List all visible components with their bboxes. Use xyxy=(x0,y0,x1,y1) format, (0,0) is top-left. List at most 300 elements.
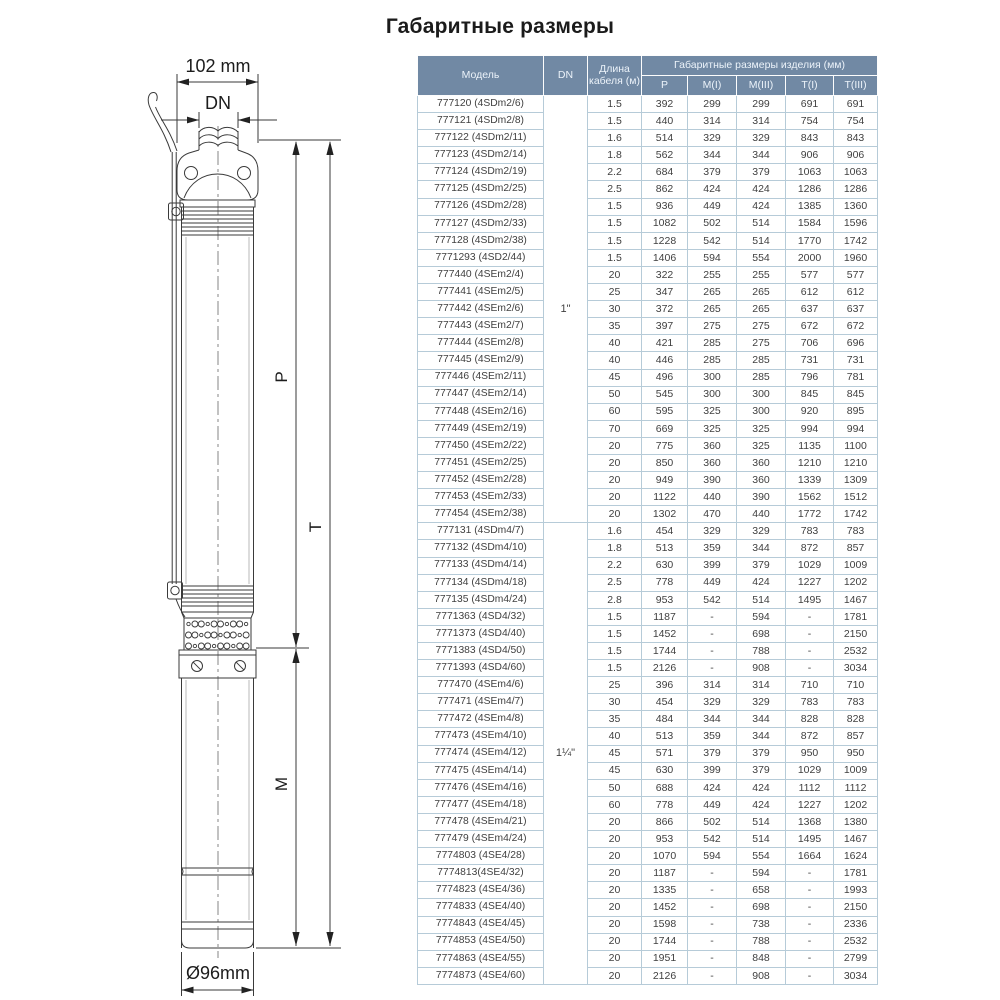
dim-cell: 514 xyxy=(737,232,786,249)
arrow-right-icon xyxy=(242,987,254,994)
dim-cell: 630 xyxy=(642,557,688,574)
dim-cell: 698 xyxy=(737,899,786,916)
cable-cell: 35 xyxy=(588,318,642,335)
perforation-hole xyxy=(243,643,249,649)
dim-cell: 2126 xyxy=(642,967,688,984)
dim-cell: - xyxy=(786,967,834,984)
dim-cell: 936 xyxy=(642,198,688,215)
cable-cell: 45 xyxy=(588,369,642,386)
dim-cell: 788 xyxy=(737,933,786,950)
dim-cell: 908 xyxy=(737,967,786,984)
dim-cell: 1063 xyxy=(834,164,878,181)
header-group: Габаритные размеры изделия (мм) xyxy=(642,56,878,76)
dim-cell: - xyxy=(688,660,737,677)
perforation-hole xyxy=(198,621,204,627)
table-row xyxy=(418,215,878,232)
dim-cell: - xyxy=(786,608,834,625)
table-body xyxy=(418,96,878,985)
dim-cell: 1742 xyxy=(834,506,878,523)
table-row xyxy=(418,284,878,301)
header-col-m1: M(I) xyxy=(688,76,737,96)
table-row xyxy=(418,301,878,318)
arrow-up-icon xyxy=(292,649,299,663)
table-row xyxy=(418,523,878,540)
dim-cell: 545 xyxy=(642,386,688,403)
table-row xyxy=(418,711,878,728)
dim-cell: 1029 xyxy=(786,762,834,779)
cable-cell: 20 xyxy=(588,831,642,848)
model-cell: 777134 (4SDm4/18) xyxy=(418,574,544,591)
model-cell: 777450 (4SEm2/22) xyxy=(418,437,544,454)
perforation-hole xyxy=(193,644,196,647)
dim-cell: 502 xyxy=(688,813,737,830)
dim-cell: 1100 xyxy=(834,437,878,454)
dim-cell: 577 xyxy=(786,266,834,283)
dim-cell: 360 xyxy=(737,472,786,489)
dim-cell: 706 xyxy=(786,335,834,352)
cable-cell: 1.5 xyxy=(588,113,642,130)
model-cell: 7774863 (4SE4/55) xyxy=(418,950,544,967)
arrow-down-icon xyxy=(326,932,333,946)
perforation-hole xyxy=(230,632,236,638)
table-row xyxy=(418,608,878,625)
dim-cell: 329 xyxy=(737,694,786,711)
dim-cell: 514 xyxy=(737,813,786,830)
dim-cell: 754 xyxy=(786,113,834,130)
model-cell: 777454 (4SEm2/38) xyxy=(418,506,544,523)
dim-cell: 783 xyxy=(786,523,834,540)
model-cell: 777126 (4SDm2/28) xyxy=(418,198,544,215)
table-row xyxy=(418,643,878,660)
dimension-p-m-t xyxy=(256,140,341,948)
dim-cell: 1452 xyxy=(642,625,688,642)
arrow-up-icon xyxy=(326,141,333,155)
dim-cell: 2000 xyxy=(786,249,834,266)
dim-cell: 344 xyxy=(737,728,786,745)
table-row xyxy=(418,916,878,933)
dim-cell: 950 xyxy=(786,745,834,762)
table-row xyxy=(418,899,878,916)
dim-cell: 698 xyxy=(737,625,786,642)
perforation-hole xyxy=(205,643,211,649)
dim-cell: 1368 xyxy=(786,813,834,830)
model-cell: 7771373 (4SD4/40) xyxy=(418,625,544,642)
table-row xyxy=(418,625,878,642)
dim-cell: 906 xyxy=(786,147,834,164)
dim-cell: 314 xyxy=(737,113,786,130)
dim-cell: 3034 xyxy=(834,967,878,984)
dim-cell: 1063 xyxy=(786,164,834,181)
perforation-hole xyxy=(206,622,209,625)
dim-cell: 424 xyxy=(737,779,786,796)
model-cell: 777447 (4SEm2/14) xyxy=(418,386,544,403)
dim-cell: 1512 xyxy=(834,489,878,506)
table-row xyxy=(418,147,878,164)
model-cell: 777476 (4SEm4/16) xyxy=(418,779,544,796)
cable-cell: 25 xyxy=(588,677,642,694)
dim-cell: - xyxy=(688,916,737,933)
table-row xyxy=(418,506,878,523)
dim-cell: 325 xyxy=(737,420,786,437)
table-row xyxy=(418,437,878,454)
dim-cell: 696 xyxy=(834,335,878,352)
dim-cell: 1467 xyxy=(834,591,878,608)
dim-cell: 399 xyxy=(688,762,737,779)
arrow-up-icon xyxy=(292,141,299,155)
dim-cell: 571 xyxy=(642,745,688,762)
dim-cell: 329 xyxy=(688,130,737,147)
dim-cell: 731 xyxy=(786,352,834,369)
dim-cell: 344 xyxy=(688,147,737,164)
dim-cell: 788 xyxy=(737,643,786,660)
dim-cell: 379 xyxy=(737,762,786,779)
dim-cell: 454 xyxy=(642,523,688,540)
dim-cell: 783 xyxy=(834,694,878,711)
model-cell: 777133 (4SDm4/14) xyxy=(418,557,544,574)
model-cell: 7771363 (4SD4/32) xyxy=(418,608,544,625)
dim-cell: 843 xyxy=(834,130,878,147)
dim-cell: 872 xyxy=(786,540,834,557)
dim-cell: 862 xyxy=(642,181,688,198)
arrow-down-icon xyxy=(292,932,299,946)
perforation-hole xyxy=(212,644,215,647)
dim-cell: 449 xyxy=(688,796,737,813)
perforation-hole xyxy=(198,643,204,649)
dim-cell: 265 xyxy=(688,284,737,301)
dim-cell: 379 xyxy=(737,745,786,762)
dim-cell: 857 xyxy=(834,728,878,745)
dim-cell: 514 xyxy=(737,831,786,848)
cable-cell: 1.5 xyxy=(588,215,642,232)
dim-cell: 344 xyxy=(688,711,737,728)
arrow-right-icon xyxy=(246,79,258,86)
dim-cell: 396 xyxy=(642,677,688,694)
dim-cell: 1286 xyxy=(834,181,878,198)
header-col-t1: T(I) xyxy=(786,76,834,96)
cable-cell: 45 xyxy=(588,762,642,779)
dim-cell: - xyxy=(786,882,834,899)
model-cell: 7771383 (4SD4/50) xyxy=(418,643,544,660)
table-row xyxy=(418,369,878,386)
dim-cell: 275 xyxy=(737,335,786,352)
dim-cell: 329 xyxy=(737,130,786,147)
dimension-dn xyxy=(161,93,277,128)
dim-cell: 3034 xyxy=(834,660,878,677)
cable-cell: 30 xyxy=(588,301,642,318)
dim-cell: 1781 xyxy=(834,865,878,882)
dim-cell: 1339 xyxy=(786,472,834,489)
dim-cell: 554 xyxy=(737,848,786,865)
dim-cell: 1202 xyxy=(834,574,878,591)
dim-cell: 1228 xyxy=(642,232,688,249)
table-row xyxy=(418,352,878,369)
dim-cell: - xyxy=(786,950,834,967)
dim-cell: 850 xyxy=(642,454,688,471)
dim-cell: 857 xyxy=(834,540,878,557)
dim-cell: - xyxy=(688,608,737,625)
table-row xyxy=(418,574,878,591)
dim-cell: 325 xyxy=(688,420,737,437)
dim-cell: 484 xyxy=(642,711,688,728)
header-col-p: P xyxy=(642,76,688,96)
table-row xyxy=(418,933,878,950)
cable-cell: 2.8 xyxy=(588,591,642,608)
table-row xyxy=(418,813,878,830)
dim-102mm-label: 102 mm xyxy=(185,56,251,76)
model-cell: 777440 (4SEm2/4) xyxy=(418,266,544,283)
dim-cell: 781 xyxy=(834,369,878,386)
model-cell: 777127 (4SDm2/33) xyxy=(418,215,544,232)
cable-cell: 2.5 xyxy=(588,181,642,198)
model-cell: 777446 (4SEm2/11) xyxy=(418,369,544,386)
cable-cell: 1.6 xyxy=(588,523,642,540)
model-cell: 7774823 (4SE4/36) xyxy=(418,882,544,899)
model-cell: 777479 (4SEm4/24) xyxy=(418,831,544,848)
perforation-hole xyxy=(219,633,222,636)
dim-dn-label: DN xyxy=(205,93,231,113)
table-row xyxy=(418,557,878,574)
dim-cell: 1596 xyxy=(834,215,878,232)
cable-cell: 20 xyxy=(588,454,642,471)
table-row xyxy=(418,796,878,813)
dim-cell: 953 xyxy=(642,591,688,608)
dim-cell: 300 xyxy=(737,386,786,403)
dim-cell: 1210 xyxy=(786,454,834,471)
perforation-hole xyxy=(218,621,224,627)
dim-cell: 2532 xyxy=(834,933,878,950)
dim-cell: 424 xyxy=(737,198,786,215)
dim-cell: 1335 xyxy=(642,882,688,899)
perforation-hole xyxy=(238,633,241,636)
dim-cell: 845 xyxy=(786,386,834,403)
perforation-hole xyxy=(224,643,230,649)
table-row xyxy=(418,540,878,557)
cable-cell: 1.6 xyxy=(588,130,642,147)
dim-cell: 2150 xyxy=(834,625,878,642)
dim-cell: 285 xyxy=(737,352,786,369)
model-cell: 777125 (4SDm2/25) xyxy=(418,181,544,198)
dim-cell: 595 xyxy=(642,403,688,420)
dim-cell: 359 xyxy=(688,540,737,557)
dim-cell: 1562 xyxy=(786,489,834,506)
dim-m-label: M xyxy=(272,776,291,792)
header-col-m3: M(III) xyxy=(737,76,786,96)
table-row xyxy=(418,745,878,762)
cable-cell: 1.8 xyxy=(588,147,642,164)
dim-cell: - xyxy=(688,643,737,660)
dim-cell: 496 xyxy=(642,369,688,386)
model-cell: 7774853 (4SE4/50) xyxy=(418,933,544,950)
model-cell: 777128 (4SDm2/38) xyxy=(418,232,544,249)
cable-cell: 40 xyxy=(588,352,642,369)
dim-cell: 895 xyxy=(834,403,878,420)
cable-cell: 1.5 xyxy=(588,198,642,215)
dim-diameter-label: Ø96mm xyxy=(185,963,251,983)
dim-cell: 1309 xyxy=(834,472,878,489)
perforation-hole xyxy=(211,621,217,627)
cable-cell: 20 xyxy=(588,916,642,933)
table-row xyxy=(418,232,878,249)
dim-cell: 1187 xyxy=(642,865,688,882)
dim-cell: - xyxy=(786,625,834,642)
dim-cell: 554 xyxy=(737,249,786,266)
model-cell: 777442 (4SEm2/6) xyxy=(418,301,544,318)
dim-cell: 421 xyxy=(642,335,688,352)
dim-t-label: T xyxy=(306,521,325,533)
model-cell: 777123 (4SDm2/14) xyxy=(418,147,544,164)
dim-cell: 314 xyxy=(688,677,737,694)
dim-cell: 449 xyxy=(688,198,737,215)
dn-cell: 1" xyxy=(544,96,588,523)
dim-cell: 2799 xyxy=(834,950,878,967)
dim-cell: 514 xyxy=(737,591,786,608)
perforation-hole xyxy=(244,622,247,625)
perforation-hole xyxy=(205,632,211,638)
dim-cell: - xyxy=(786,933,834,950)
cable-cell: 20 xyxy=(588,506,642,523)
perforation-hole xyxy=(192,632,198,638)
model-cell: 777124 (4SDm2/19) xyxy=(418,164,544,181)
dim-cell: 424 xyxy=(737,181,786,198)
dim-cell: 1112 xyxy=(834,779,878,796)
cable-cell: 20 xyxy=(588,933,642,950)
cable-cell: 20 xyxy=(588,848,642,865)
model-cell: 7771393 (4SD4/60) xyxy=(418,660,544,677)
dim-cell: - xyxy=(688,933,737,950)
dim-cell: 255 xyxy=(737,266,786,283)
perforation-hole xyxy=(224,632,230,638)
dim-cell: 399 xyxy=(688,557,737,574)
dim-cell: 1742 xyxy=(834,232,878,249)
dim-cell: 843 xyxy=(786,130,834,147)
dim-cell: 454 xyxy=(642,694,688,711)
table-row xyxy=(418,950,878,967)
table-row xyxy=(418,831,878,848)
model-cell: 777441 (4SEm2/5) xyxy=(418,284,544,301)
model-cell: 777453 (4SEm2/33) xyxy=(418,489,544,506)
perforation-hole xyxy=(243,632,249,638)
dim-cell: - xyxy=(688,899,737,916)
model-cell: 777135 (4SDm4/24) xyxy=(418,591,544,608)
dim-cell: 542 xyxy=(688,591,737,608)
dim-cell: - xyxy=(688,625,737,642)
dim-cell: 1467 xyxy=(834,831,878,848)
table-row xyxy=(418,96,878,113)
perforation-hole xyxy=(192,621,198,627)
cable-cell: 40 xyxy=(588,728,642,745)
dim-cell: 379 xyxy=(688,745,737,762)
dim-cell: 314 xyxy=(737,677,786,694)
cable-cell: 1.5 xyxy=(588,643,642,660)
perforation-hole xyxy=(187,622,190,625)
table-row xyxy=(418,130,878,147)
dim-cell: 672 xyxy=(786,318,834,335)
dim-cell: 1770 xyxy=(786,232,834,249)
header-cable: Длина кабеля (м) xyxy=(588,56,642,96)
arrow-left-icon xyxy=(238,117,250,124)
dim-cell: 1452 xyxy=(642,899,688,916)
cable-cell: 20 xyxy=(588,472,642,489)
table-row xyxy=(418,420,878,437)
screen-perforations xyxy=(186,621,250,649)
dim-cell: 630 xyxy=(642,762,688,779)
cable-cell: 40 xyxy=(588,335,642,352)
cable-guard xyxy=(168,152,186,617)
table-row xyxy=(418,728,878,745)
dim-cell: 594 xyxy=(737,608,786,625)
dim-cell: 449 xyxy=(688,574,737,591)
model-cell: 777443 (4SEm2/7) xyxy=(418,318,544,335)
dim-cell: 1772 xyxy=(786,506,834,523)
table-row xyxy=(418,967,878,984)
model-cell: 777131 (4SDm4/7) xyxy=(418,523,544,540)
model-cell: 777475 (4SEm4/14) xyxy=(418,762,544,779)
dim-cell: 542 xyxy=(688,232,737,249)
dim-cell: 255 xyxy=(688,266,737,283)
cable-cell: 2.2 xyxy=(588,557,642,574)
cable-cell: 20 xyxy=(588,266,642,283)
dim-cell: 848 xyxy=(737,950,786,967)
model-cell: 777449 (4SEm2/19) xyxy=(418,420,544,437)
dim-cell: 372 xyxy=(642,301,688,318)
pump-outline xyxy=(148,92,258,948)
dim-cell: 299 xyxy=(688,96,737,113)
cable-cell: 1.5 xyxy=(588,249,642,266)
dim-cell: 359 xyxy=(688,728,737,745)
dim-cell: 1286 xyxy=(786,181,834,198)
perforation-hole xyxy=(232,644,235,647)
model-cell: 777451 (4SEm2/25) xyxy=(418,454,544,471)
dim-cell: 688 xyxy=(642,779,688,796)
dim-cell: 390 xyxy=(688,472,737,489)
dim-cell: 275 xyxy=(688,318,737,335)
header-col-t3: T(III) xyxy=(834,76,878,96)
model-cell: 777474 (4SEm4/12) xyxy=(418,745,544,762)
cable-cell: 1.5 xyxy=(588,232,642,249)
dim-cell: 1187 xyxy=(642,608,688,625)
dim-cell: 379 xyxy=(688,164,737,181)
model-cell: 7771293 (4SD2/44) xyxy=(418,249,544,266)
dim-cell: 424 xyxy=(737,796,786,813)
dim-cell: 299 xyxy=(737,96,786,113)
dim-cell: 1202 xyxy=(834,796,878,813)
cable-cell: 45 xyxy=(588,745,642,762)
header-dn: DN xyxy=(544,56,588,96)
model-cell: 777471 (4SEm4/7) xyxy=(418,694,544,711)
perforation-hole xyxy=(225,622,228,625)
dim-cell: 594 xyxy=(688,848,737,865)
dim-cell: 1951 xyxy=(642,950,688,967)
cable-cell: 20 xyxy=(588,865,642,882)
dim-cell: 906 xyxy=(834,147,878,164)
cable-cell: 20 xyxy=(588,882,642,899)
dim-cell: 392 xyxy=(642,96,688,113)
coupling-screw xyxy=(235,661,246,672)
dim-cell: - xyxy=(786,916,834,933)
dim-cell: 300 xyxy=(688,386,737,403)
cable-cell: 70 xyxy=(588,420,642,437)
dim-cell: 397 xyxy=(642,318,688,335)
model-cell: 777444 (4SEm2/8) xyxy=(418,335,544,352)
table-row xyxy=(418,113,878,130)
dim-cell: 424 xyxy=(688,181,737,198)
dim-cell: 1584 xyxy=(786,215,834,232)
perforation-hole xyxy=(200,633,203,636)
dim-cell: 669 xyxy=(642,420,688,437)
dim-cell: 347 xyxy=(642,284,688,301)
cable-cell: 20 xyxy=(588,813,642,830)
dim-cell: 1960 xyxy=(834,249,878,266)
